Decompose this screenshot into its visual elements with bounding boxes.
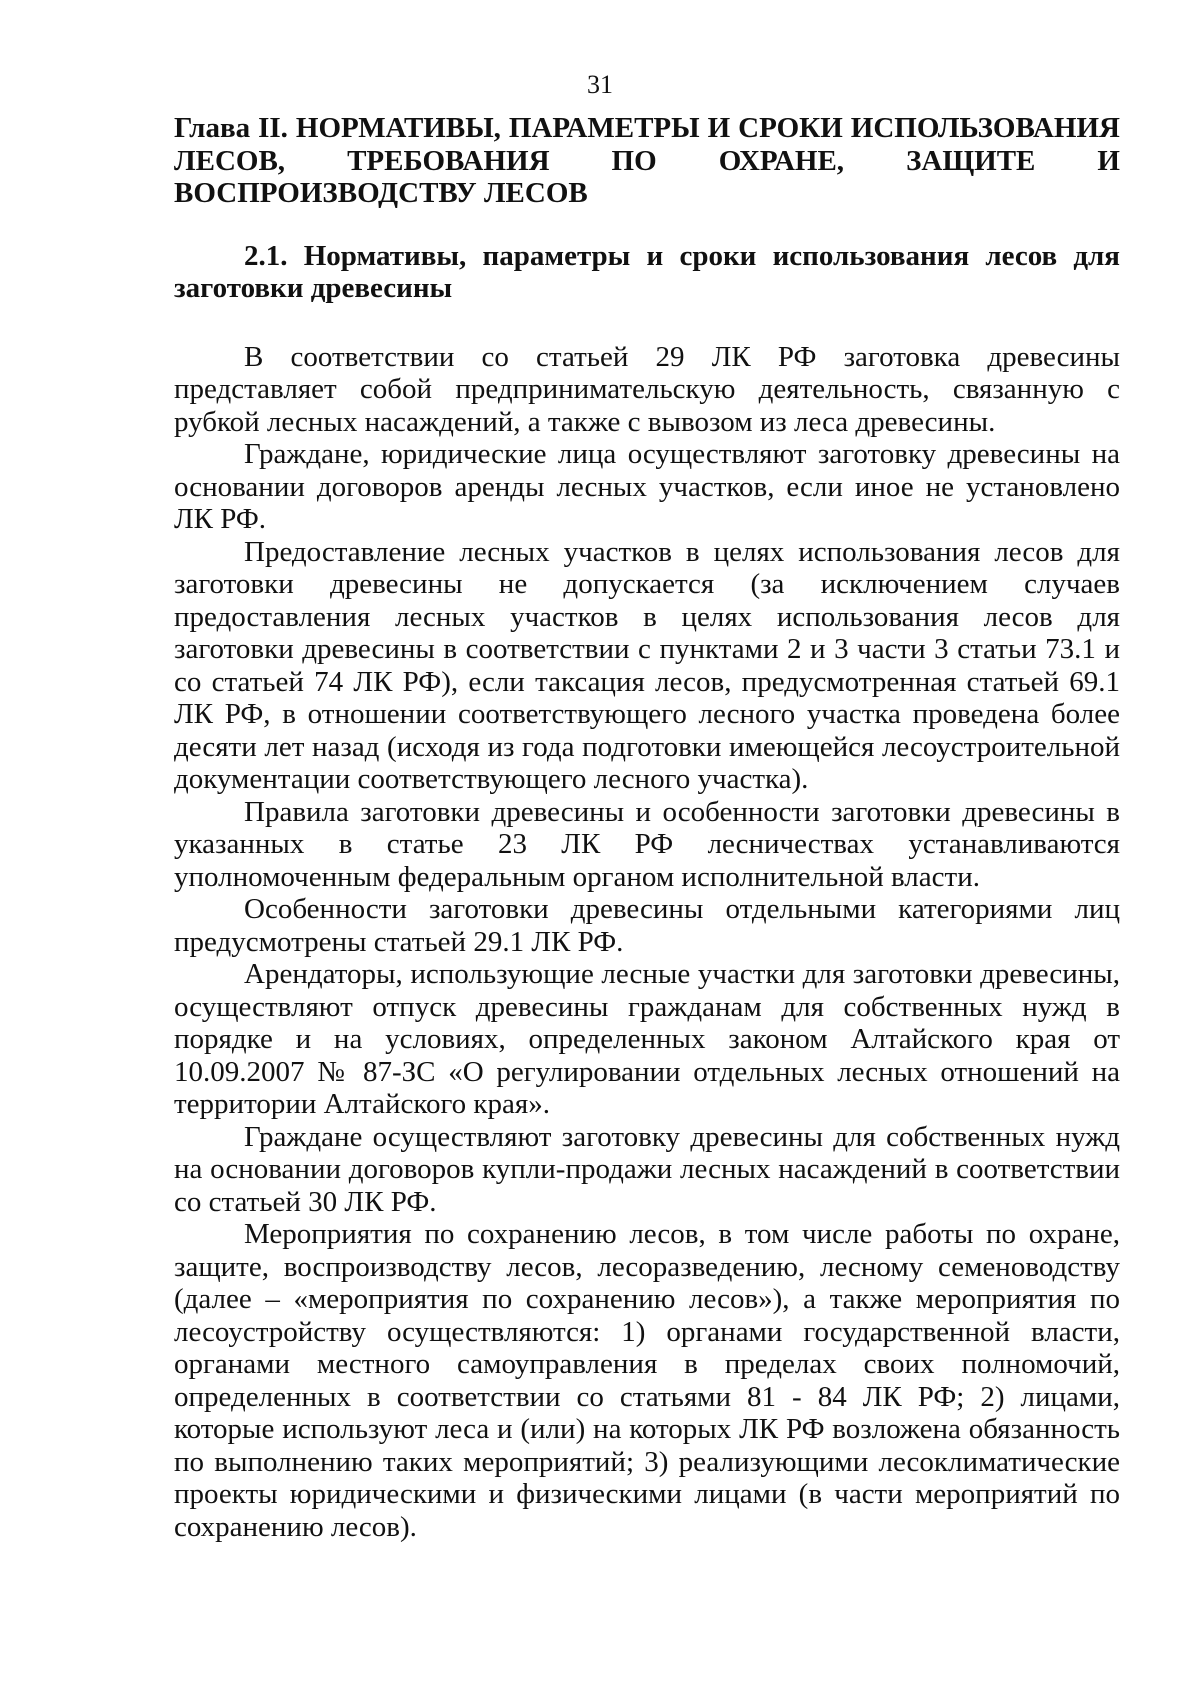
paragraph: Граждане, юридические лица осуществляют заготовку древесины на основании договоров аренды лесных участков, если иное не установлено ЛК РФ. <box>174 438 1120 535</box>
body-text <box>174 341 1120 1544</box>
paragraph: В соответствии со статьей 29 ЛК РФ заготовка древесины представляет собой предпринимательскую деятельность, связанную с рубкой лесных насаждений, а также с вывозом из леса древесины. <box>174 340 1120 438</box>
paragraph: Предоставление лесных участков в целях использования лесов для заготовки древесины не допускается (за исключением случаев предоставления лесных участков в целях использования лесов для заготовки древесины в соответствии с пунктами 2 и 3 части 3 статьи 73.1 и со статьей 74 ЛК РФ), если таксация лесов, предусмотренная статьей 69.1 ЛК РФ, в отношении соответствующего лесного участка проведена более десяти лет назад (исходя из года подготовки имеющейся лесоустроительной документации соответствующего лесного участка). <box>174 535 1120 795</box>
chapter-title: Глава II. НОРМАТИВЫ, ПАРАМЕТРЫ И СРОКИ ИСПОЛЬЗОВАНИЯ ЛЕСОВ, ТРЕБОВАНИЯ ПО ОХРАНЕ, ЗАЩИТЕ И ВОСПРОИЗВОДСТВУ ЛЕСОВ <box>174 112 1120 209</box>
paragraph: Особенности заготовки древесины отдельными категориями лиц предусмотрены статьей 29.1 ЛК РФ. <box>174 893 1120 958</box>
section-title: 2.1. Нормативы, параметры и сроки использования лесов для заготовки древесины <box>174 239 1120 304</box>
paragraph: Граждане осуществляют заготовку древесины для собственных нужд на основании договоров купли-продажи лесных насаждений в соответствии со статьей 30 ЛК РФ. <box>174 1120 1120 1218</box>
page-number: 31 <box>587 70 613 99</box>
page-content <box>174 112 1120 1543</box>
paragraph: Правила заготовки древесины и особенности заготовки древесины в указанных в статье 23 ЛК РФ лесничествах устанавливаются уполномоченным федеральным органом исполнительной власти. <box>174 795 1120 893</box>
paragraph: Арендаторы, использующие лесные участки для заготовки древесины, осуществляют отпуск древесины гражданам для собственных нужд в порядке и на условиях, определенных законом Алтайского края от 10.09.2007 № 87-ЗС «О регулировании отдельных лесных отношений на территории Алтайского края». <box>174 958 1120 1120</box>
paragraph: Мероприятия по сохранению лесов, в том числе работы по охране, защите, воспроизводству лесов, лесоразведению, лесному семеноводству (далее – «мероприятия по сохранению лесов»), а также мероприятия по лесоустройству осуществляются: 1) органами государственной власти, органами местного самоуправления в пределах своих полномочий, определенных в соответствии со статьями 81 - 84 ЛК РФ; 2) лицами, которые используют леса и (или) на которых ЛК РФ возложена обязанность по выполнению таких мероприятий; 3) реализующими лесоклиматические проекты юридическими и физическими лицами (в части мероприятий по сохранению лесов). <box>174 1218 1120 1543</box>
